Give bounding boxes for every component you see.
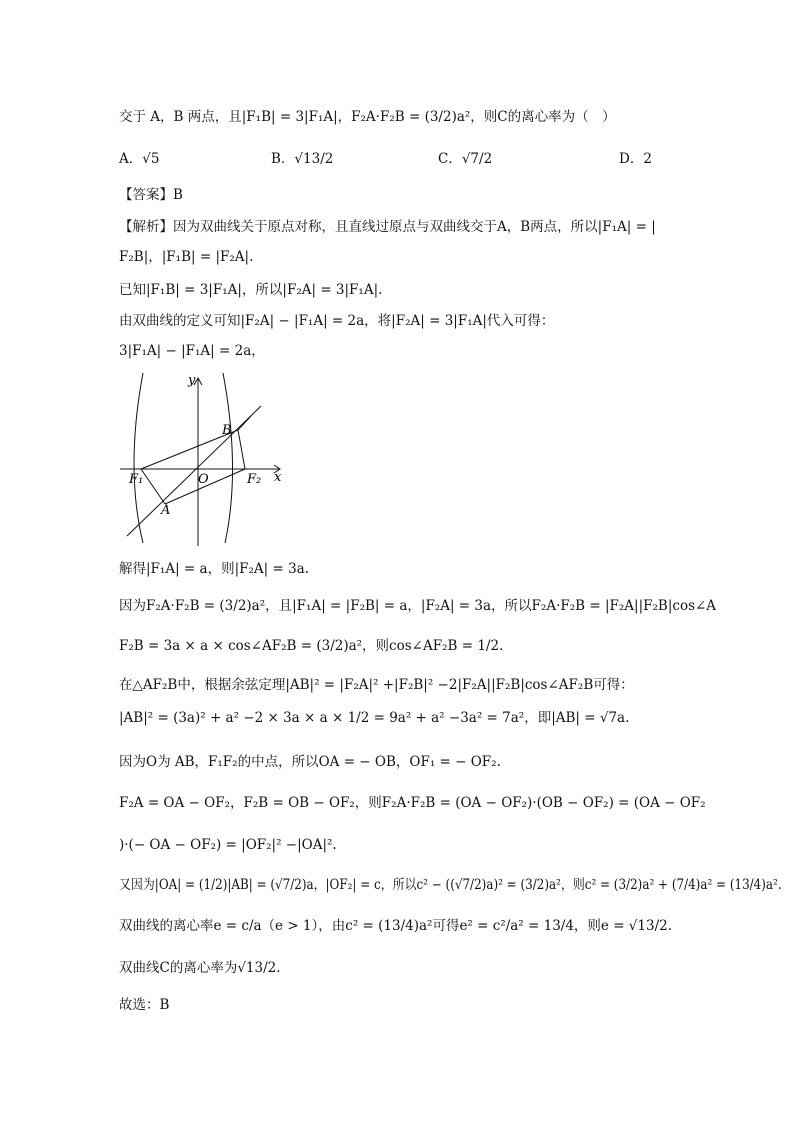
label-f2: F₂ [247,472,262,487]
label-o: O [198,472,209,487]
solution-line-9: 又因为|OA| = (1/2)|AB| = (√7/2)a，|OF₂| = c，所以c² − ((√7/2)a)² = (3/2)a²，则c² = (3/2)a² + (7/4)a² = (13/4)a². [119,877,782,893]
segment-b-f2 [238,430,245,469]
analysis-line-5: 3|F₁A| − |F₁A| = 2a， [119,343,265,359]
segment-b-tangent [238,416,251,430]
analysis-line-2: F₂B|，|F₁B| = |F₂A|. [119,249,254,265]
solution-line-2: 因为F₂A·F₂B = (3/2)a²，且|F₁A| = |F₂B| = a，|F₂A| = 3a，所以F₂A·F₂B = |F₂A||F₂B|cos∠A [119,598,717,614]
solution-line-12: 故选：B [119,997,170,1013]
analysis-line-3: 已知|F₁B| = 3|F₁A|，所以|F₂A| = 3|F₁A|. [119,282,383,298]
analysis-line-4: 由双曲线的定义可知|F₂A| − |F₁A| = 2a，将|F₂A| = 3|F₁A|代入可得： [119,313,555,329]
label-y: y [188,373,196,388]
solution-line-1: 解得|F₁A| = a，则|F₂A| = 3a. [119,561,310,577]
hyperbola-right-branch [223,373,233,543]
label-f1: F₁ [129,472,144,487]
solution-line-6: 因为O为 AB，F₁F₂的中点，所以OA = − OB，OF₁ = − OF₂. [119,754,501,770]
answer-line: 【答案】B [119,187,183,203]
solution-line-5: |AB|² = (3a)² + a² −2 × 3a × a × 1/2 = 9a² + a² −3a² = 7a²，即|AB| = √7a. [119,710,630,726]
solution-line-3: F₂B = 3a × a × cos∠AF₂B = (3/2)a²，则cos∠AF₂B = 1/2. [119,638,504,654]
segment-f1-a [141,469,165,504]
solution-line-11: 双曲线C的离心率为√13/2. [119,960,281,976]
label-a: A [161,503,171,518]
option-b: B．√13/2 [271,151,334,167]
label-x: x [274,470,282,485]
option-a: A．√5 [119,151,160,167]
option-c: C．√7/2 [438,151,493,167]
analysis-line-1: 【解析】因为双曲线关于原点对称，且直线过原点与双曲线交于A，B两点，所以|F₁A| = | [119,219,656,235]
solution-line-10: 双曲线的离心率e = c/a（e > 1），由c² = (13/4)a²可得e² = c²/a² = 13/4，则e = √13/2. [119,918,673,934]
solution-line-4: 在△AF₂B中，根据余弦定理|AB|² = |F₂A|² +|F₂B|² −2|F₂A||F₂B|cos∠AF₂B可得： [119,677,634,693]
solution-line-8: )·(− OA − OF₂) = |OF₂|² −|OA|². [119,837,337,853]
label-b: B [222,423,232,438]
question-stem: 交于 A，B 两点，且|F₁B| = 3|F₁A|，F₂A·F₂B = (3/2)a²，则C的离心率为（ ） [119,109,616,125]
solution-line-7: F₂A = OA − OF₂，F₂B = OB − OF₂，则F₂A·F₂B = (OA − OF₂)·(OB − OF₂) = (OA − OF₂ [119,795,706,811]
hyperbola-left-branch [134,373,143,543]
hyperbola-figure [115,368,295,548]
option-d: D．2 [619,151,652,167]
